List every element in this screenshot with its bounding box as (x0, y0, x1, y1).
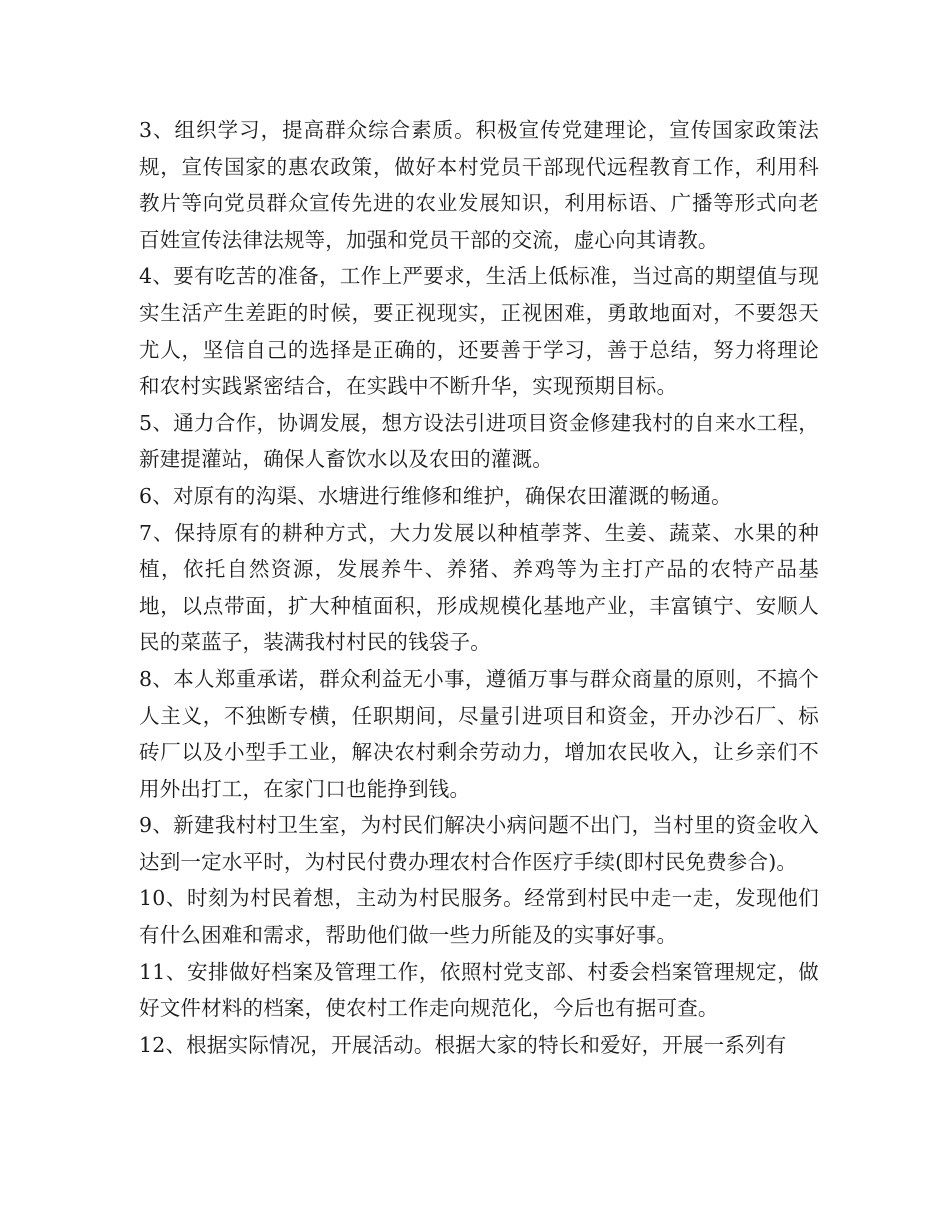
paragraph-item-10: 10、时刻为村民着想，主动为村民服务。经常到村民中走一走，发现他们有什么困难和需求，帮助他们做一些力所能及的实事好事。 (139, 886, 819, 948)
paragraph-item-5: 5、通力合作，协调发展，想方设法引进项目资金修建我村的自来水工程，新建提灌站，确保人畜饮水以及农田的灌溉。 (139, 410, 819, 472)
paragraph-item-6: 6、对原有的沟渠、水塘进行维修和维护，确保农田灌溉的畅通。 (139, 483, 732, 508)
paragraph-item-12: 12、根据实际情况，开展活动。根据大家的特长和爱好，开展一系列有 (139, 1032, 787, 1057)
document-body (139, 112, 819, 1063)
paragraph-item-9: 9、新建我村村卫生室，为村民们解决小病问题不出门，当村里的资金收入达到一定水平时，为村民付费办理农村合作医疗手续(即村民免费参合)。 (139, 813, 819, 874)
paragraph-item-7: 7、保持原有的耕种方式，大力发展以种植荸荠、生姜、蔬菜、水果的种植，依托自然资源，发展养牛、养猪、养鸡等为主打产品的农特产品基地，以点带面，扩大种植面积，形成规模化基地产业，丰富镇宁、安顺人民的菜蓝子，装满我村村民的钱袋子。 (139, 520, 819, 655)
paragraph-item-3: 3、组织学习，提高群众综合素质。积极宣传党建理论，宣传国家政策法规，宣传国家的惠农政策，做好本村党员干部现代远程教育工作，利用科教片等向党员群众宣传先进的农业发展知识，利用标语、广播等形式向老百姓宣传法律法规等，加强和党员干部的交流，虚心向其请教。 (139, 118, 819, 252)
paragraph-item-11: 11、安排做好档案及管理工作，依照村党支部、村委会档案管理规定，做好文件材料的档案，使农村工作走向规范化，今后也有据可查。 (139, 959, 819, 1021)
paragraph-item-8: 8、本人郑重承诺，群众利益无小事，遵循万事与群众商量的原则，不搞个人主义，不独断专横，任职期间，尽量引进项目和资金，开办沙石厂、标砖厂以及小型手工业，解决农村剩余劳动力，增加农民收入，让乡亲们不用外出打工，在家门口也能挣到钱。 (139, 666, 819, 801)
paragraph-item-4: 4、要有吃苦的准备，工作上严要求，生活上低标准，当过高的期望值与现实生活产生差距的时候，要正视现实，正视困难，勇敢地面对，不要怨天尤人，坚信自己的选择是正确的，还要善于学习，善于总结，努力将理论和农村实践紧密结合，在实践中不断升华，实现预期目标。 (139, 264, 819, 399)
